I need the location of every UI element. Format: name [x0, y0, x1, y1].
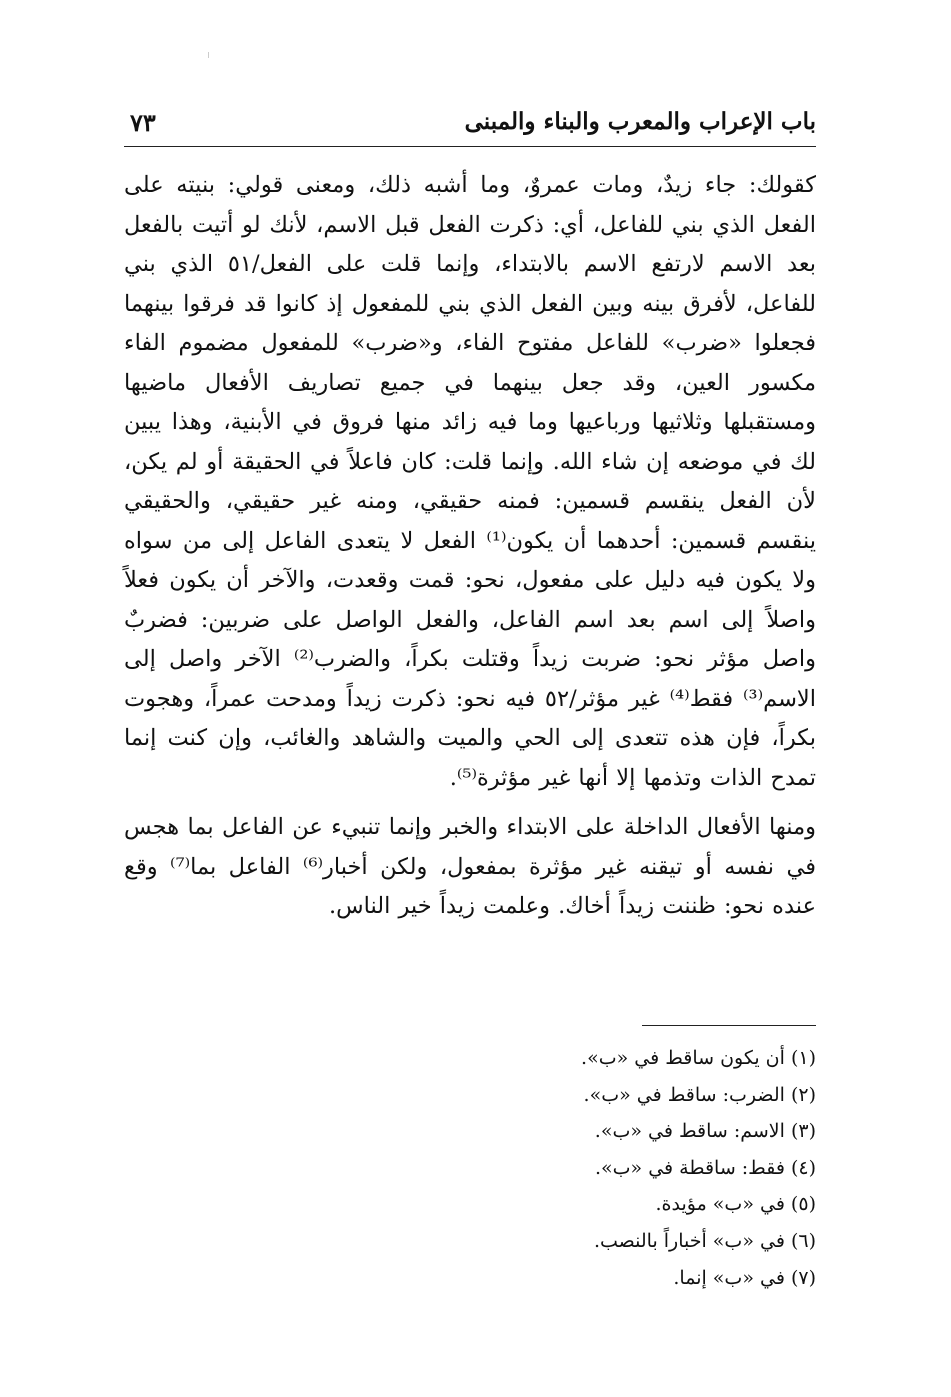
footnote-item: (٣) الاسم: ساقط في «ب». — [594, 1120, 816, 1143]
footnote-item: (٢) الضرب: ساقط في «ب». — [583, 1083, 816, 1106]
footnote-item: (١) أن يكون ساقط في «ب». — [581, 1047, 816, 1069]
footnotes — [124, 1040, 816, 1296]
footnote-item: (٤) فقط: ساقطة في «ب». — [595, 1156, 816, 1179]
main-text — [124, 166, 816, 927]
footnote-divider — [642, 1025, 816, 1026]
header-divider — [124, 146, 816, 147]
paragraph-1: كقولك: جاء زيدٌ، ومات عمروٌ، وما أشبه ذلك، ومعنى قولي: بنيته على الفعل الذي بني للفاعل، أي: ذكرت الفعل قبل الاسم، لأنك لو أتيت بالفعل بعد الاسم لارتفع الاسم بالابتداء، وإنما قلت على الفعل/٥١ الذي بني للفاعل، لأفرق بينه وبين الفعل الذي بني للمفعول إذ كانوا قد فرقوا بينهما فجعلوا «ضرب» للفاعل مفتوح الفاء، و«ضرب» للمفعول مضموم الفاء مكسور العين، وقد جعل بينهما في جميع تصاريف الأفعال ماضيها ومستقبلها وثلاثيها ورباعيها وما فيه زائد منها فروق في الأبنية، وهذا يبين لك في موضعه إن شاء الله. وإنما قلت: كان فاعلاً في الحقيقة أو لم يكن، لأن الفعل ينقسم قسمين: فمنه حقيقي، ومنه غير حقيقي، والحقيقي ينقسم قسمين: أحدهما أن يكون⁽¹⁾ الفعل لا يتعدى الفاعل إلى من سواه ولا يكون فيه دليل على مفعول، نحو: قمت وقعدت، والآخر أن يكون فعلاً واصلاً إلى اسم بعد اسم الفاعل، والفعل الواصل على ضربين: فضربٌ واصل مؤثر نحو: ضربت زيداً وقتلت بكراً، والضرب⁽²⁾ الآخر واصل إلى الاسم⁽³⁾ فقط⁽⁴⁾ غير مؤثر/٥٢ فيه نحو: ذكرت زيداً ومدحت عمراً، وهجوت بكراً، فإن هذه تتعدى إلى الحي والميت والشاهد والغائب، وإن كنت إنما تمدح الذات وتذمها إلا أنها غير مؤثرة⁽⁵⁾. — [124, 172, 816, 791]
paragraph-2: ومنها الأفعال الداخلة على الابتداء والخبر وإنما تنبيء عن الفاعل بما هجس في نفسه أو تيقنه غير مؤثرة بمفعول، ولكن أخبار⁽⁶⁾ الفاعل بما⁽⁷⁾ وقع عنده نحو: ظننت زيداً أخاك. وعلمت زيداً خير الناس. — [124, 814, 816, 919]
footnote-item: (٦) في «ب» أخباراً بالنصب. — [593, 1229, 816, 1252]
footnote-item: (٧) في «ب» إنما. — [673, 1266, 816, 1289]
running-header — [124, 108, 816, 144]
scan-speck — [208, 52, 209, 58]
page-number: ٧٣ — [130, 108, 156, 137]
chapter-title: باب الإعراب والمعرب والبناء والمبنى — [464, 108, 816, 135]
footnote-item: (٥) في «ب» مؤيدة. — [655, 1193, 816, 1216]
